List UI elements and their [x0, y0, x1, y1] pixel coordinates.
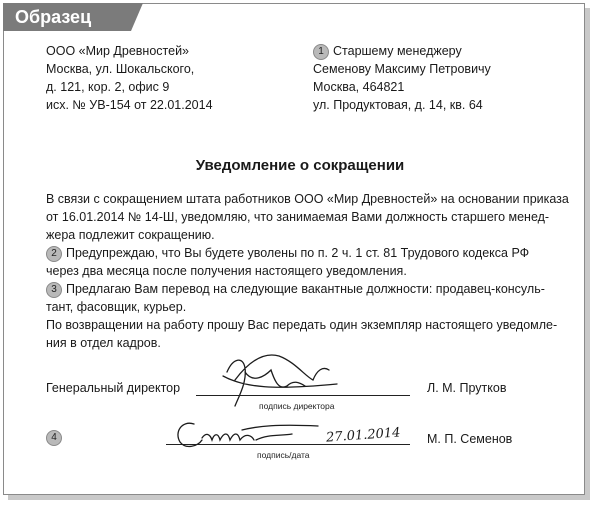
recipient-line-4: ул. Продуктовая, д. 14, кв. 64 [313, 98, 483, 112]
sender-line-1: ООО «Мир Древностей» [46, 44, 189, 58]
recipient-line-1-text: Старшему менеджеру [333, 44, 462, 58]
director-signature-scribble [205, 340, 355, 415]
body-p1-line-2: от 16.01.2014 № 14-Ш, уведомляю, что занимаемая Вами должность старшего менед- [46, 210, 550, 224]
sender-line-4: исх. № УВ-154 от 22.01.2014 [46, 98, 213, 112]
body-p2-line-1-text: Предупреждаю, что Вы будете уволены по п. 2 ч. 1 ст. 81 Трудового кодекса РФ [66, 246, 530, 260]
sample-badge: Образец [3, 3, 131, 31]
body-p4-line-2: ния в отдел кадров. [46, 336, 161, 350]
body-p1-line-3: жера подлежит сокращению. [46, 228, 215, 242]
employee-marker-row [46, 429, 66, 447]
body-p3-line-1 [46, 281, 545, 299]
director-signature-caption: подпись директора [259, 401, 335, 411]
body-p1-line-1: В связи с сокращением штата работников ООО «Мир Древностей» на основании приказа [46, 192, 569, 206]
employee-signature-scribble [168, 410, 328, 455]
marker-2: 2 [46, 246, 62, 262]
director-name: Л. М. Прутков [427, 381, 507, 395]
sender-line-2: Москва, ул. Шокальского, [46, 62, 195, 76]
marker-4: 4 [46, 430, 62, 446]
employee-name: М. П. Семенов [427, 432, 513, 446]
handwritten-date: 27.01.2014 [325, 425, 401, 446]
body-p3-line-1-text: Предлагаю Вам перевод на следующие вакантные должности: продавец-консуль- [66, 282, 545, 296]
body-p3-line-2: тант, фасовщик, курьер. [46, 300, 187, 314]
director-position: Генеральный директор [46, 381, 181, 395]
marker-1: 1 [313, 44, 329, 60]
sender-line-3: д. 121, кор. 2, офис 9 [46, 80, 170, 94]
recipient-line-3: Москва, 464821 [313, 80, 405, 94]
sample-badge-corner [131, 3, 143, 31]
body-p4-line-1: По возвращении на работу прошу Вас передать один экземпляр настоящего уведомле- [46, 318, 558, 332]
recipient-line-1 [313, 43, 462, 61]
marker-3: 3 [46, 282, 62, 298]
recipient-line-2: Семенову Максиму Петровичу [313, 62, 491, 76]
employee-signature-caption: подпись/дата [257, 450, 310, 460]
body-p2-line-1 [46, 245, 529, 263]
document-title: Уведомление о сокращении [195, 157, 405, 174]
body-p2-line-2: через два месяца после получения настоящего уведомления. [46, 264, 407, 278]
